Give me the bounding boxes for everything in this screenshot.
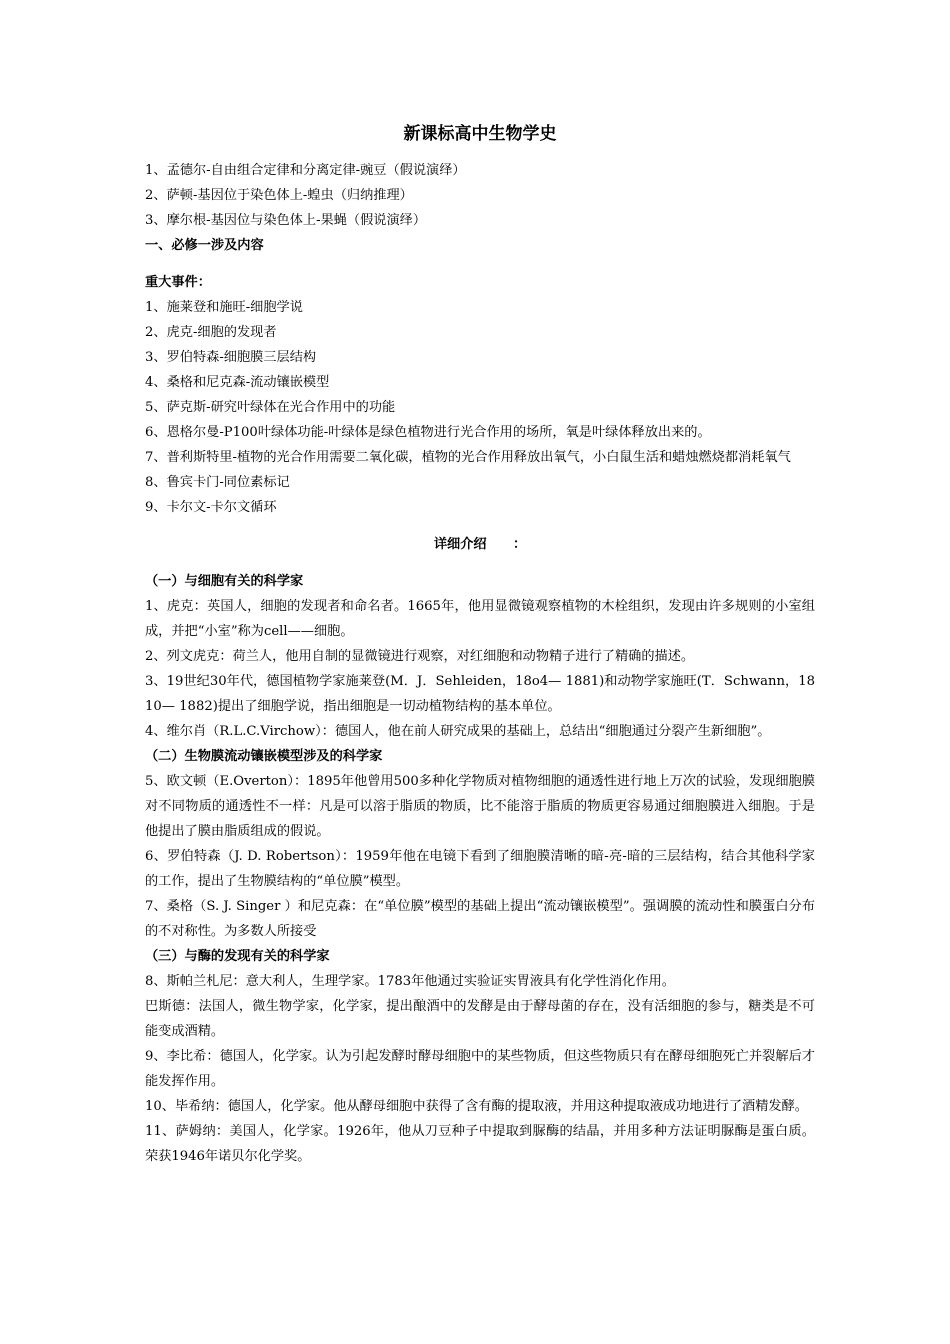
event-item: 6、恩格尔曼-P100叶绿体功能-叶绿体是绿色植物进行光合作用的场所，氧是叶绿体释放出来的。 <box>145 425 711 440</box>
events-heading: 重大事件： <box>145 275 211 290</box>
scientist-entry: 巴斯德：法国人，微生物学家，化学家，提出酿酒中的发酵是由于酵母菌的存在，没有活细胞的参与，糖类是不可能变成酒精。 <box>145 999 815 1039</box>
scientist-entry: 1、虎克：英国人，细胞的发现者和命名者。1665年，他用显微镜观察植物的木栓组织，发现由许多规则的小室组成，并把“小室”称为cell——细胞。 <box>145 599 815 639</box>
group-heading: （一）与细胞有关的科学家 <box>145 574 304 589</box>
event-item: 2、虎克-细胞的发现者 <box>145 325 277 340</box>
event-item: 7、普利斯特里-植物的光合作用需要二氧化碳，植物的光合作用释放出氧气，小白鼠生活和蜡烛燃烧都消耗氧气 <box>145 450 791 465</box>
group2-list <box>145 769 815 944</box>
event-item: 8、鲁宾卡门-同位素标记 <box>145 475 290 490</box>
spacer <box>145 557 815 569</box>
scientist-entry: 11、萨姆纳：美国人，化学家。1926年，他从刀豆种子中提取到脲酶的结晶，并用多种方法证明脲酶是蛋白质。荣获1946年诺贝尔化学奖。 <box>145 1124 815 1164</box>
spacer <box>145 520 815 532</box>
document-page <box>145 122 815 1169</box>
scientist-entry: 6、罗伯特森（J. D. Robertson）：1959年他在电镜下看到了细胞膜清晰的暗-亮-暗的三层结构，结合其他科学家的工作，提出了生物膜结构的“单位膜”模型。 <box>145 849 815 889</box>
intro-item: 3、摩尔根-基因位与染色体上-果蝇（假说演绎） <box>145 213 427 228</box>
event-item: 4、桑格和尼克森-流动镶嵌模型 <box>145 375 330 390</box>
group1-list <box>145 594 815 744</box>
document-title: 新课标高中生物学史 <box>403 124 557 144</box>
group-heading: （二）生物膜流动镶嵌模型涉及的科学家 <box>145 749 383 764</box>
scientist-entry: 9、李比希：德国人，化学家。认为引起发酵时酵母细胞中的某些物质，但这些物质只有在酵母细胞死亡并裂解后才能发挥作用。 <box>145 1049 815 1089</box>
scientist-entry: 8、斯帕兰札尼：意大利人，生理学家。1783年他通过实验证实胃液具有化学性消化作用。 <box>145 974 675 989</box>
group3-list <box>145 969 815 1169</box>
intro-item: 2、萨顿-基因位于染色体上-蝗虫（归纳推理） <box>145 188 413 203</box>
event-item: 5、萨克斯-研究叶绿体在光合作用中的功能 <box>145 400 396 415</box>
scientist-entry: 10、毕希纳：德国人，化学家。他从酵母细胞中获得了含有酶的提取液，并用这种提取液成功地进行了酒精发酵。 <box>145 1099 808 1114</box>
scientist-entry: 5、欧文顿（E.Overton）：1895年他曾用500多种化学物质对植物细胞的通透性进行地上万次的试验，发现细胞膜对不同物质的通透性不一样：凡是可以溶于脂质的物质，比不能溶于脂质的物质更容易通过细胞膜进入细胞。于是他提出了膜由脂质组成的假说。 <box>145 774 815 839</box>
scientist-entry: 3、19世纪30年代，德国植物学家施莱登(M．J．Sehleiden，18o4— 1881)和动物学家施旺(T．Schwann，1810— 1882)提出了细胞学说，指出细胞是一切动植物结构的基本单位。 <box>145 674 815 714</box>
scientist-entry: 7、桑格（S. J. Singer ）和尼克森：在“单位膜”模型的基础上提出“流动镶嵌模型”。强调膜的流动性和膜蛋白分布的不对称性。为多数人所接受 <box>145 899 815 939</box>
events-list <box>145 295 815 520</box>
detail-heading: 详细介绍 ： <box>433 537 527 552</box>
scientist-entry: 2、列文虎克：荷兰人，他用自制的显微镜进行观察，对红细胞和动物精子进行了精确的描述。 <box>145 649 695 664</box>
intro-list <box>145 158 815 233</box>
event-item: 9、卡尔文-卡尔文循环 <box>145 500 277 515</box>
event-item: 1、施莱登和施旺-细胞学说 <box>145 300 303 315</box>
event-item: 3、罗伯特森-细胞膜三层结构 <box>145 350 317 365</box>
scientist-entry: 4、维尔肖（R.L.C.Virchow）：德国人，他在前人研究成果的基础上，总结出“细胞通过分裂产生新细胞”。 <box>145 724 771 739</box>
section-heading: 一、必修一涉及内容 <box>145 238 264 253</box>
group-heading: （三）与酶的发现有关的科学家 <box>145 949 330 964</box>
intro-item: 1、孟德尔-自由组合定律和分离定律-豌豆（假说演绎） <box>145 163 466 178</box>
spacer <box>145 258 815 270</box>
